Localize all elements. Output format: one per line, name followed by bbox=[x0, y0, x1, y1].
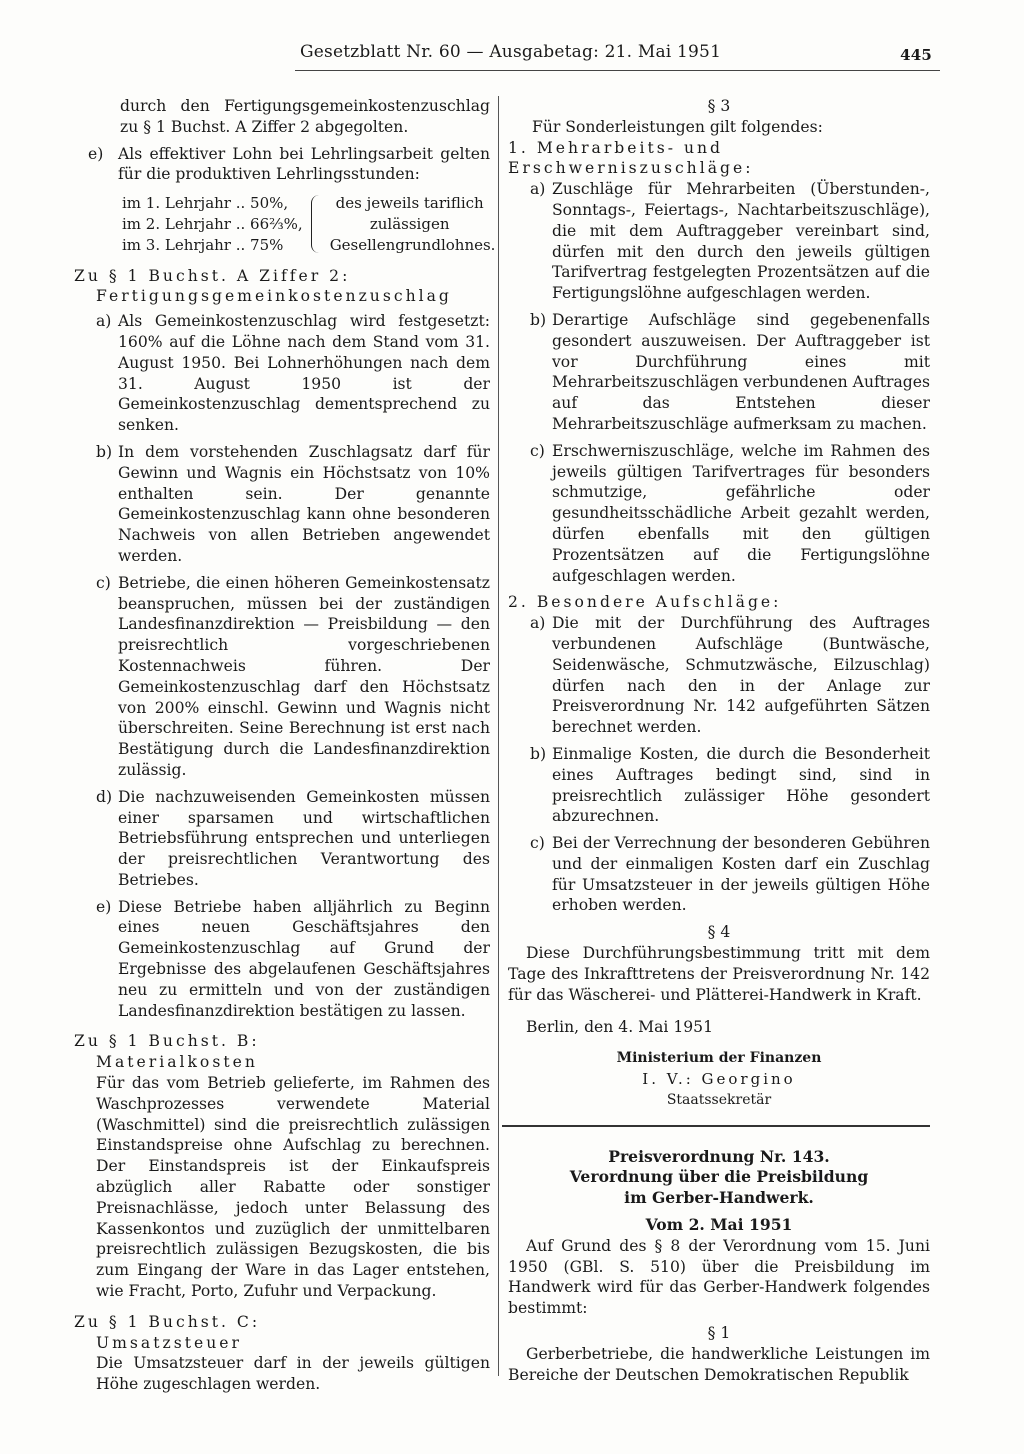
paragraph-number: § 3 bbox=[707, 97, 731, 115]
section-paragraph: Die Umsatzsteuer darf in der jeweils gültigen Höhe zugeschlagen werden. bbox=[96, 1354, 490, 1394]
lehrjahr-row: im 2. Lehrjahr .. 66⅔%, bbox=[122, 214, 303, 233]
item-text: Einmalige Kosten, die durch die Besonderheit eines Auftrages bedingt sind, sind in preisrechtlich zulässiger Höhe gesondert abzurechnen. bbox=[552, 744, 930, 826]
item-text: Betriebe, die einen höheren Gemeinkostensatz beanspruchen, müssen bei der zuständigen Landesfinanzdirektion — Preisbildung — den preisrechtlich vorgeschriebenen Kostennachweis führen. Der Gemeinkostenzuschlag darf den Höchstsatz von 200% einschl. Gewinn und Wagnis nicht überschreiten. Seine Berechnung ist erst nach Bestätigung durch die Landesfinanzdirektion zulässig. bbox=[118, 573, 490, 779]
lehrjahr-table bbox=[74, 193, 496, 255]
section-heading: Zu § 1 Buchst. B: bbox=[74, 1032, 260, 1051]
item-text: Die mit der Durchführung des Auftrages verbundenen Aufschläge (Buntwäsche, Seidenwäsche, Schmutzwäsche, Eilzuschlag) dürfen nach den in der Anlage zur Preisverordnung Nr. 142 aufgeführten Sätzen berechnet werden. bbox=[552, 614, 930, 737]
section-subheading: Materialkosten bbox=[96, 1053, 258, 1072]
page-header bbox=[300, 42, 940, 72]
item-label: a) bbox=[96, 312, 112, 331]
section-divider bbox=[502, 1125, 930, 1127]
lehrjahr-row: im 1. Lehrjahr .. 50%, bbox=[122, 194, 289, 213]
item-label: b) bbox=[96, 442, 113, 461]
item-text: Als Gemeinkostenzuschlag wird festgesetzt: 160% auf die Löhne nach dem Stand vom 31. August 1950. Bei Lohnerhöhungen nach dem 31. August 1950 ist der Gemeinkostenzuschlag dementsprechend zu senken. bbox=[118, 312, 490, 435]
lehrjahr-row: im 3. Lehrjahr .. 75% bbox=[122, 235, 284, 254]
decree-title: Preisverordnung Nr. 143. bbox=[608, 1146, 830, 1166]
list-item bbox=[508, 744, 930, 827]
item-label: a) bbox=[530, 614, 546, 633]
list-item bbox=[74, 144, 490, 186]
section-paragraph: Für das vom Betrieb gelieferte, im Rahmen des Waschprozesses verwendete Material (Waschmittel) sind die preisrechtlich zulässigen Einstandspreise ohne Aufschlag zu berechnen. Der Einstandspreis ist der Einkaufspreis abzüglich aller Rabatte oder sonstiger Preisnachlässe, jedoch unter Belassung des Kassenkontos und zuzüglich der unmittelbaren preisrechtlich zulässigen Bezugskosten, die bis zum Eingang der Ware in das Lager entstehen, wie Fracht, Porto, Zufuhr und Verpackung. bbox=[96, 1074, 490, 1301]
section-heading: Zu § 1 Buchst. A Ziffer 2: bbox=[74, 266, 351, 285]
item-label: c) bbox=[96, 573, 111, 592]
ministry-name: Ministerium der Finanzen bbox=[616, 1050, 822, 1067]
section-intro: Für Sonderleistungen gilt folgendes: bbox=[532, 117, 823, 136]
item-label: c) bbox=[530, 834, 545, 853]
item-text: Derartige Aufschläge sind gegebenenfalls gesondert auszuweisen. Der Auftraggeber ist vor Durchführung eines mit Mehrarbeitszuschlägen verbundenen Auftrages auf das Entstehen dieser Mehrarbeitszuschläge aufmerksam zu machen. bbox=[552, 310, 930, 433]
section-heading: Zu § 1 Buchst. C: bbox=[74, 1312, 261, 1331]
item-label: d) bbox=[96, 787, 113, 806]
brace bbox=[311, 195, 326, 253]
decree-intro: Auf Grund des § 8 der Verordnung vom 15. Juni 1950 (GBl. S. 510) über die Preisbildung im Handwerk wird für das Gerber-Handwerk folgendes bestimmt: bbox=[508, 1236, 930, 1318]
list-item bbox=[74, 897, 490, 1022]
intro-paragraph: durch den Fertigungsgemeinkostenzuschlag zu § 1 Buchst. A Ziffer 2 abgegolten. bbox=[120, 97, 490, 136]
list-item bbox=[74, 311, 490, 436]
item-text: Erschwerniszuschläge, welche im Rahmen des jeweils gültigen Tarifvertrages für besonders schmutzige, gefährliche oder gesundheitsschädliche Arbeit gezahlt werden, dürfen ebenfalls mit den gültigen Prozentsätzen auf die Fertigungslöhne aufgeschlagen werden. bbox=[552, 441, 930, 585]
list-item bbox=[74, 442, 490, 567]
list-item bbox=[508, 179, 930, 304]
lehrjahr-note: des jeweils tariflich zulässigen Gesellengrundlohnes. bbox=[329, 194, 496, 254]
header-rule bbox=[295, 70, 940, 71]
list-item bbox=[74, 573, 490, 781]
item-text: Als effektiver Lohn bei Lehrlingsarbeit gelten für die produktiven Lehrlingsstunden: bbox=[118, 144, 490, 184]
item-label: a) bbox=[530, 180, 546, 199]
column-divider bbox=[498, 96, 499, 1376]
paragraph-number: § 4 bbox=[707, 923, 731, 942]
item-label: b) bbox=[530, 310, 547, 329]
decree-subtitle: Verordnung über die Preisbildung bbox=[569, 1167, 869, 1187]
decree-subtitle: im Gerber-Handwerk. bbox=[624, 1188, 814, 1208]
item-text: Zuschläge für Mehrarbeiten (Überstunden-, Sonntags-, Feiertags-, Nachtarbeitszuschläge), die mit dem Auftraggeber vereinbart sind, dürfen mit den durch den jeweils gültigen Tarifvertrag festgelegten Prozentsätzen auf die Fertigungslöhne aufgeschlagen werden. bbox=[552, 180, 930, 303]
list-item bbox=[508, 613, 930, 738]
section-paragraph: Gerberbetriebe, die handwerkliche Leistungen im Bereiche der Deutschen Demokratischen Republik bbox=[508, 1344, 930, 1384]
item-text: In dem vorstehenden Zuschlagsatz darf für Gewinn und Wagnis ein Höchstsatz von 10% enthalten sein. Der genannte Gemeinkostenzuschlag kann ohne besonderen Nachweis von allen Betrieben angewendet werden. bbox=[118, 442, 490, 565]
decree-date: Vom 2. Mai 1951 bbox=[645, 1215, 793, 1235]
place-date: Berlin, den 4. Mai 1951 bbox=[526, 1018, 714, 1037]
paragraph-number: § 1 bbox=[707, 1324, 731, 1343]
right-column bbox=[508, 96, 930, 1385]
section-subheading: Fertigungsgemeinkostenzuschlag bbox=[96, 287, 452, 306]
list-item bbox=[508, 833, 930, 916]
item-label: c) bbox=[530, 441, 545, 460]
list-item bbox=[508, 310, 930, 435]
item-label: e) bbox=[96, 897, 112, 916]
list-item bbox=[74, 787, 490, 891]
section-paragraph: Diese Durchführungsbestimmung tritt mit dem Tage des Inkrafttretens der Preisverordnung Nr. 142 für das Wäscherei- und Plätterei-Handwerk in Kraft. bbox=[508, 944, 930, 1004]
signer: I. V.: Georgino bbox=[642, 1070, 796, 1089]
page-number: 445 bbox=[900, 46, 932, 64]
item-label: b) bbox=[530, 744, 547, 763]
section-subheading: Umsatzsteuer bbox=[96, 1333, 242, 1352]
section-heading: 2. Besondere Aufschläge: bbox=[508, 593, 782, 612]
item-text: Diese Betriebe haben alljährlich zu Beginn eines neuen Geschäftsjahres den Gemeinkostenzuschlag auf Grund der Ergebnisse des abgelaufenen Geschäftsjahres neu zu ermitteln und von der zuständigen Landesfinanzdirektion bestätigen zu lassen. bbox=[118, 897, 490, 1020]
signer-title: Staatssekretär bbox=[666, 1091, 772, 1108]
list-item bbox=[508, 441, 930, 587]
header-title: Gesetzblatt Nr. 60 — Ausgabetag: 21. Mai 1951 bbox=[300, 42, 722, 62]
left-column bbox=[74, 96, 496, 1395]
section-heading: 1. Mehrarbeits- und Erschwerniszuschläge: bbox=[508, 138, 754, 178]
item-text: Bei der Verrechnung der besonderen Gebühren und der einmaligen Kosten darf ein Zuschlag für Umsatzsteuer in der jeweils gültigen Höhe erhoben werden. bbox=[552, 834, 930, 915]
item-text: Die nachzuweisenden Gemeinkosten müssen einer sparsamen und wirtschaftlichen Betriebsführung entsprechen und unterliegen der preisrechtlichen Verantwortung des Betriebes. bbox=[118, 787, 490, 889]
item-label: e) bbox=[88, 144, 104, 163]
